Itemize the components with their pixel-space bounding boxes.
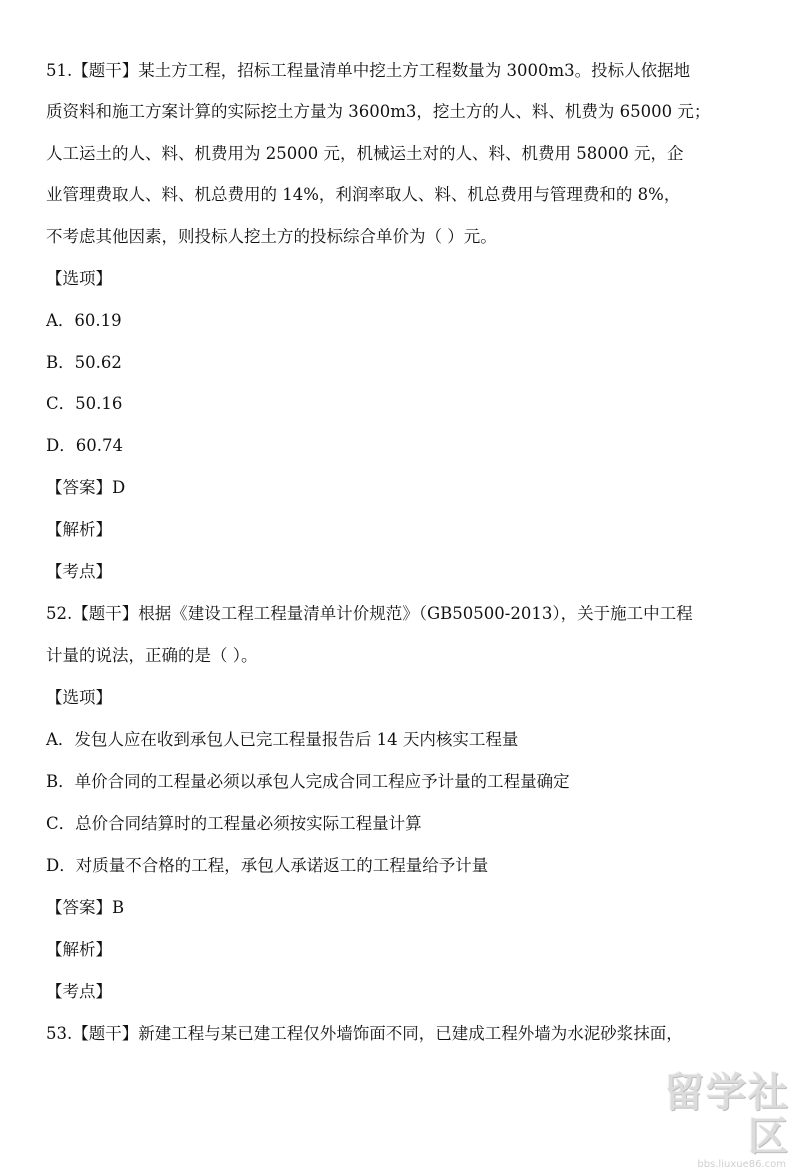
q51-stem-line-1: 51.【题干】某土方工程，招标工程量清单中挖土方工程数量为 3000m3。投标人依据地 xyxy=(46,61,691,80)
q51-option-d: D．60.74 xyxy=(46,436,123,455)
q51-stem-line-3: 人工运土的人、料、机费用为 25000 元，机械运土对的人、料、机费用 58000 元，企 xyxy=(46,144,684,163)
watermark-logo-text: 留学社区 xyxy=(664,1070,790,1160)
q51-answer: 【答案】D xyxy=(46,478,126,497)
watermark-url: bbs.liuxue86.com xyxy=(697,1159,786,1170)
q51-stem-line-4: 业管理费取人、料、机总费用的 14%，利润率取人、料、机总费用与管理费和的 8%， xyxy=(46,185,681,204)
q51-stem-line-2: 质资料和施工方案计算的实际挖土方量为 3600m3，挖土方的人、料、机费为 65000 元； xyxy=(46,102,711,121)
q52-option-b: B．单价合同的工程量必须以承包人完成合同工程应予计量的工程量确定 xyxy=(46,772,570,791)
q51-keypoint: 【考点】 xyxy=(46,562,112,581)
q51-stem-line-5: 不考虑其他因素，则投标人挖土方的投标综合单价为（ ）元。 xyxy=(46,227,497,246)
q52-option-c: C．总价合同结算时的工程量必须按实际工程量计算 xyxy=(46,814,422,833)
q51-option-a: A．60.19 xyxy=(46,311,122,330)
q53-stem-line-1: 53.【题干】新建工程与某已建工程仅外墙饰面不同，已建成工程外墙为水泥砂浆抹面， xyxy=(46,1024,683,1043)
q52-options-label: 【选项】 xyxy=(46,688,112,707)
site-watermark xyxy=(640,1070,790,1170)
q51-option-c: C．50.16 xyxy=(46,394,123,413)
q52-stem-line-1: 52.【题干】根据《建设工程工程量清单计价规范》（GB50500-2013），关于施工中工程 xyxy=(46,604,693,623)
q51-option-b: B．50.62 xyxy=(46,353,122,372)
q52-analysis: 【解析】 xyxy=(46,940,112,959)
q52-option-a: A．发包人应在收到承包人已完工程量报告后 14 天内核实工程量 xyxy=(46,730,519,749)
q52-keypoint: 【考点】 xyxy=(46,982,112,1001)
q52-option-d: D．对质量不合格的工程，承包人承诺返工的工程量给予计量 xyxy=(46,856,489,875)
q51-options-label: 【选项】 xyxy=(46,269,112,288)
q51-analysis: 【解析】 xyxy=(46,520,112,539)
q52-stem-line-2: 计量的说法，正确的是（ ）。 xyxy=(46,646,258,665)
q52-answer: 【答案】B xyxy=(46,898,125,917)
